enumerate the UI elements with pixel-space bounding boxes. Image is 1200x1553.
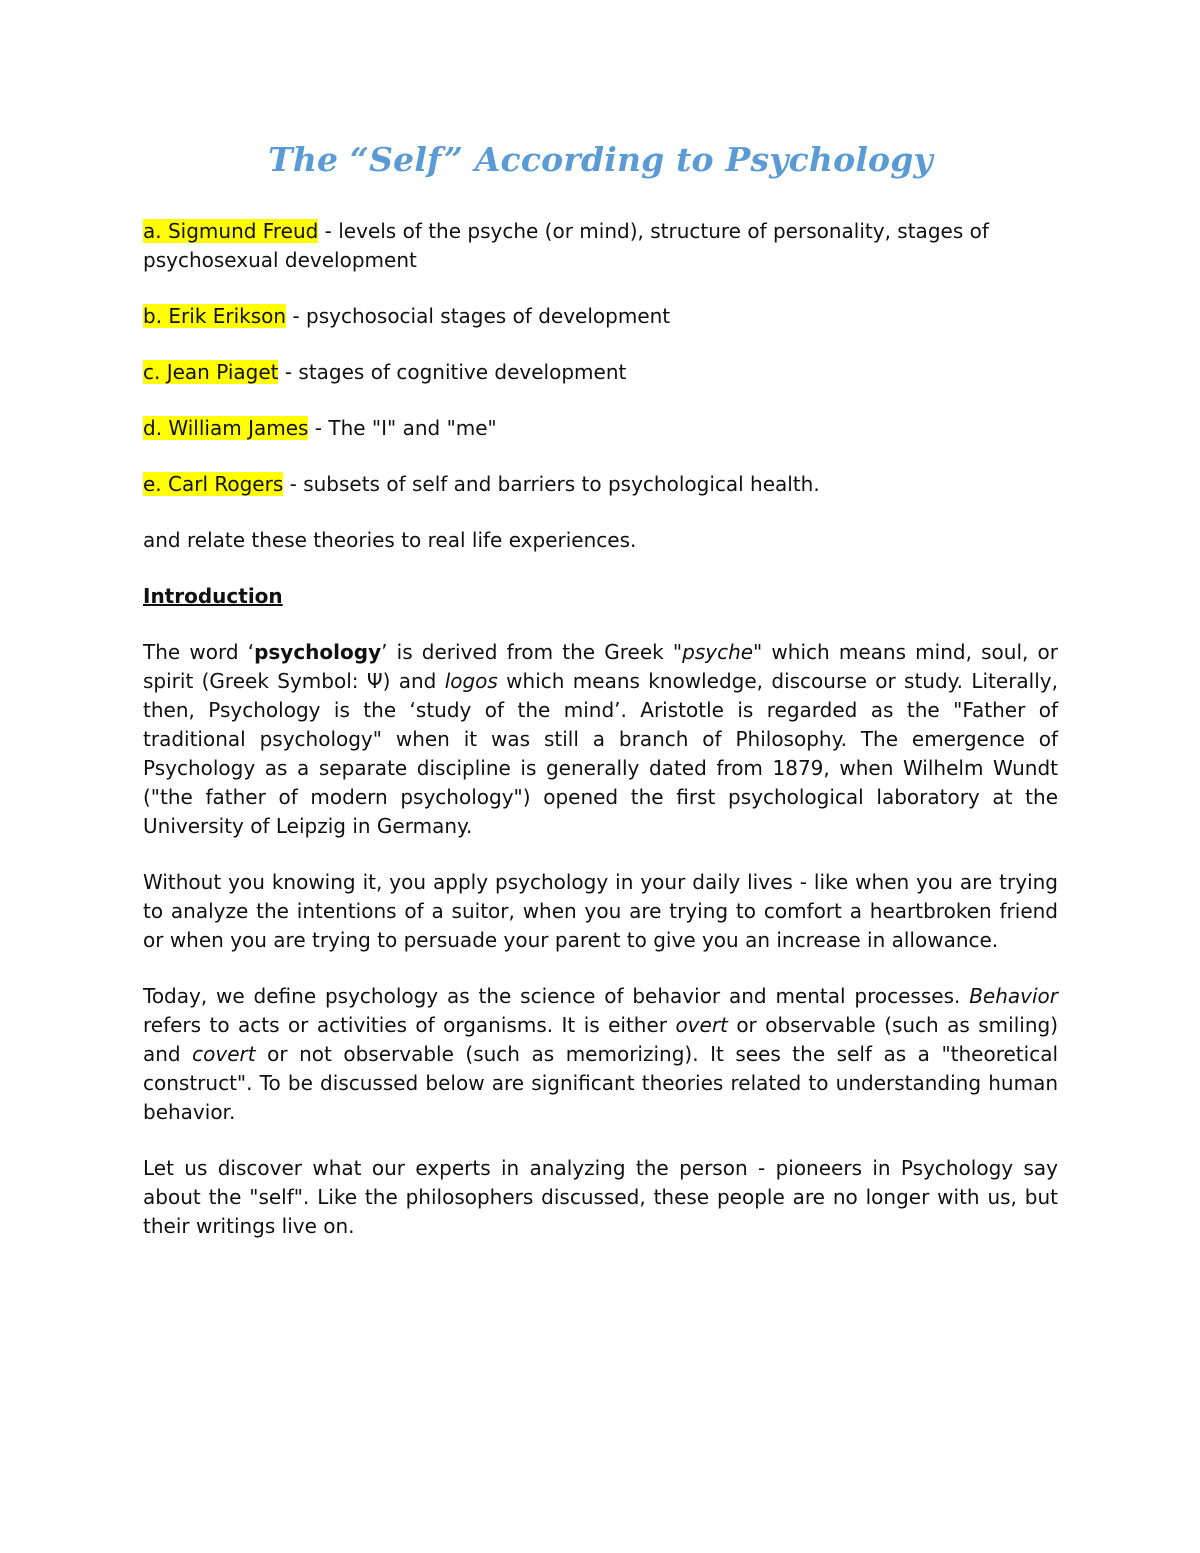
text-run: Today, we define psychology as the science of behavior and mental processes.: [143, 984, 970, 1008]
intro-paragraph-1: [143, 638, 1058, 841]
topic-desc: - psychosocial stages of development: [286, 304, 671, 328]
topic-rogers: [143, 470, 1058, 499]
bold-term: psychology: [254, 640, 382, 664]
topic-freud: [143, 217, 1058, 275]
text-run: which means mind, soul, or spirit (Greek Symbol: Ψ) and: [143, 640, 1058, 693]
topic-name: b. Erik Erikson: [143, 304, 287, 328]
topic-desc: - levels of the psyche (or mind), structure of personality, stages of psychosexual development: [143, 219, 989, 272]
italic-term: psyche": [682, 640, 763, 664]
topic-name: d. William James: [143, 416, 309, 440]
topic-name: a. Sigmund Freud: [143, 219, 319, 243]
text-run: which means knowledge, discourse or study. Literally, then, Psychology is the ‘study of the mind’. Aristotle is regarded as the "Father of traditional psychology" when it was still a branch of Philosophy. The emergence of Psychology as a separate discipline is generally dated from 1879, when Wilhelm Wundt ("the father of modern psychology") opened the first psychological laboratory at the University of Leipzig in Germany.: [143, 669, 1058, 838]
topic-desc: - stages of cognitive development: [278, 360, 627, 384]
topic-desc: - The "I" and "me": [308, 416, 497, 440]
intro-paragraph-3: [143, 982, 1058, 1127]
italic-term: Behavior: [969, 984, 1058, 1008]
topic-desc: - subsets of self and barriers to psychological health.: [283, 472, 820, 496]
text-run: or not observable (such as memorizing). It sees the self as a "theoretical construct". To be discussed below are significant theories related to understanding human behavior.: [143, 1042, 1059, 1124]
text-run: The word ‘: [143, 640, 255, 664]
page-title: The “Self” According to Psychology: [268, 140, 933, 179]
text-run: refers to acts or activities of organisms. It is either: [143, 1013, 676, 1037]
italic-term: covert: [192, 1042, 256, 1066]
topic-name: c. Jean Piaget: [143, 360, 279, 384]
relate-line: and relate these theories to real life experiences.: [143, 528, 637, 552]
topic-piaget: [143, 358, 1058, 387]
topic-james: [143, 414, 1058, 443]
intro-heading: Introduction: [143, 584, 283, 608]
intro-paragraph-4: Let us discover what our experts in analyzing the person - pioneers in Psychology say about the "self". Like the philosophers discussed, these people are no longer with us, but their writings live on.: [143, 1156, 1058, 1238]
italic-term: overt: [675, 1013, 728, 1037]
document-page: [143, 140, 1058, 1268]
text-run: ’ is derived from the Greek ": [381, 640, 683, 664]
topic-name: e. Carl Rogers: [143, 472, 284, 496]
text-run: or observable (such as smiling) and: [143, 1013, 1059, 1066]
topic-erikson: [143, 302, 1058, 331]
intro-paragraph-2: Without you knowing it, you apply psychology in your daily lives - like when you are trying to analyze the intentions of a suitor, when you are trying to comfort a heartbroken friend or when you are trying to persuade your parent to give you an increase in allowance.: [143, 870, 1058, 952]
italic-term: logos: [444, 669, 498, 693]
